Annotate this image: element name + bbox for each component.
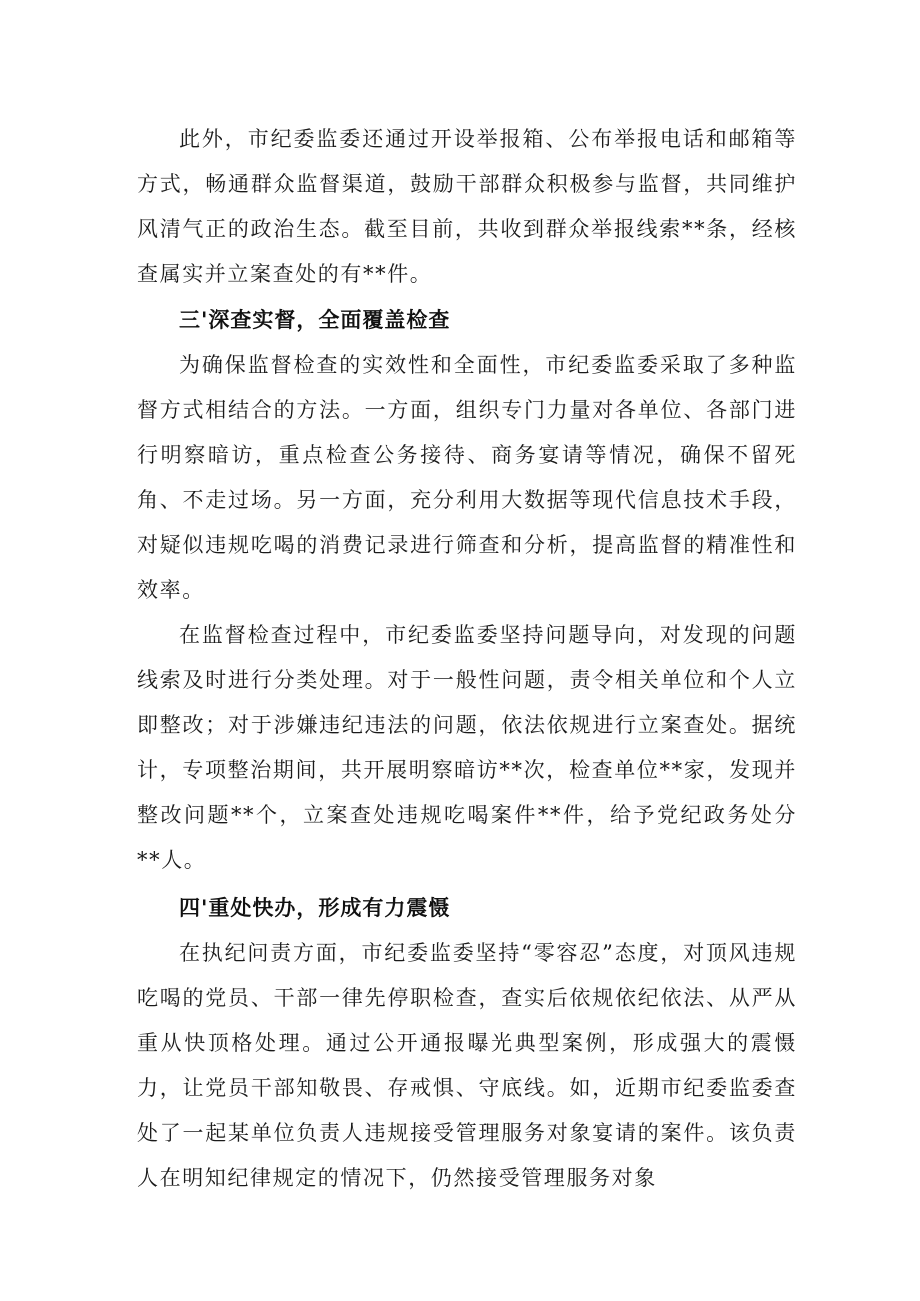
paragraph-accountability: 在执纪问责方面，市纪委监委坚持“零容忍”态度，对顶风违规吃喝的党员、干部一律先停职检查，查实后依规依纪依法、从严从重从快顶格处理。通过公开通报曝光典型案例，形成强大的震慑力，让党员干部知敬畏、存戒惧、守底线。如，近期市纪委监委查处了一起某单位负责人违规接受管理服务对象宴请的案件。该负责人在明知纪律规定的情况下，仍然接受管理服务对象	[137, 941, 797, 1190]
section-heading-4: 四'重处快办，形成有力震慑	[179, 896, 451, 920]
paragraph-reporting-channels: 此外，市纪委监委还通过开设举报箱、公布举报电话和邮箱等方式，畅通群众监督渠道，鼓励干部群众积极参与监督，共同维护风清气正的政治生态。截至目前，共收到群众举报线索**条，经核查属实并立案查处的有**件。	[137, 127, 797, 286]
section-heading-3: 三'深查实督，全面覆盖检查	[179, 308, 451, 332]
paragraph-supervision-methods: 为确保监督检查的实效性和全面性，市纪委监委采取了多种监督方式相结合的方法。一方面，组织专门力量对各单位、各部门进行明察暗访，重点检查公务接待、商务宴请等情况，确保不留死角、不走过场。另一方面，充分利用大数据等现代信息技术手段，对疑似违规吃喝的消费记录进行筛查和分析，提高监督的精准性和效率。	[137, 353, 797, 602]
document-body	[137, 117, 797, 1201]
paragraph-inspection-statistics: 在监督检查过程中，市纪委监委坚持问题导向，对发现的问题线索及时进行分类处理。对于一般性问题，责令相关单位和个人立即整改；对于涉嫌违纪违法的问题，依法依规进行立案查处。据统计，专项整治期间，共开展明察暗访**次，检查单位**家，发现并整改问题**个，立案查处违规吃喝案件**件，给予党纪政务处分**人。	[137, 623, 797, 872]
